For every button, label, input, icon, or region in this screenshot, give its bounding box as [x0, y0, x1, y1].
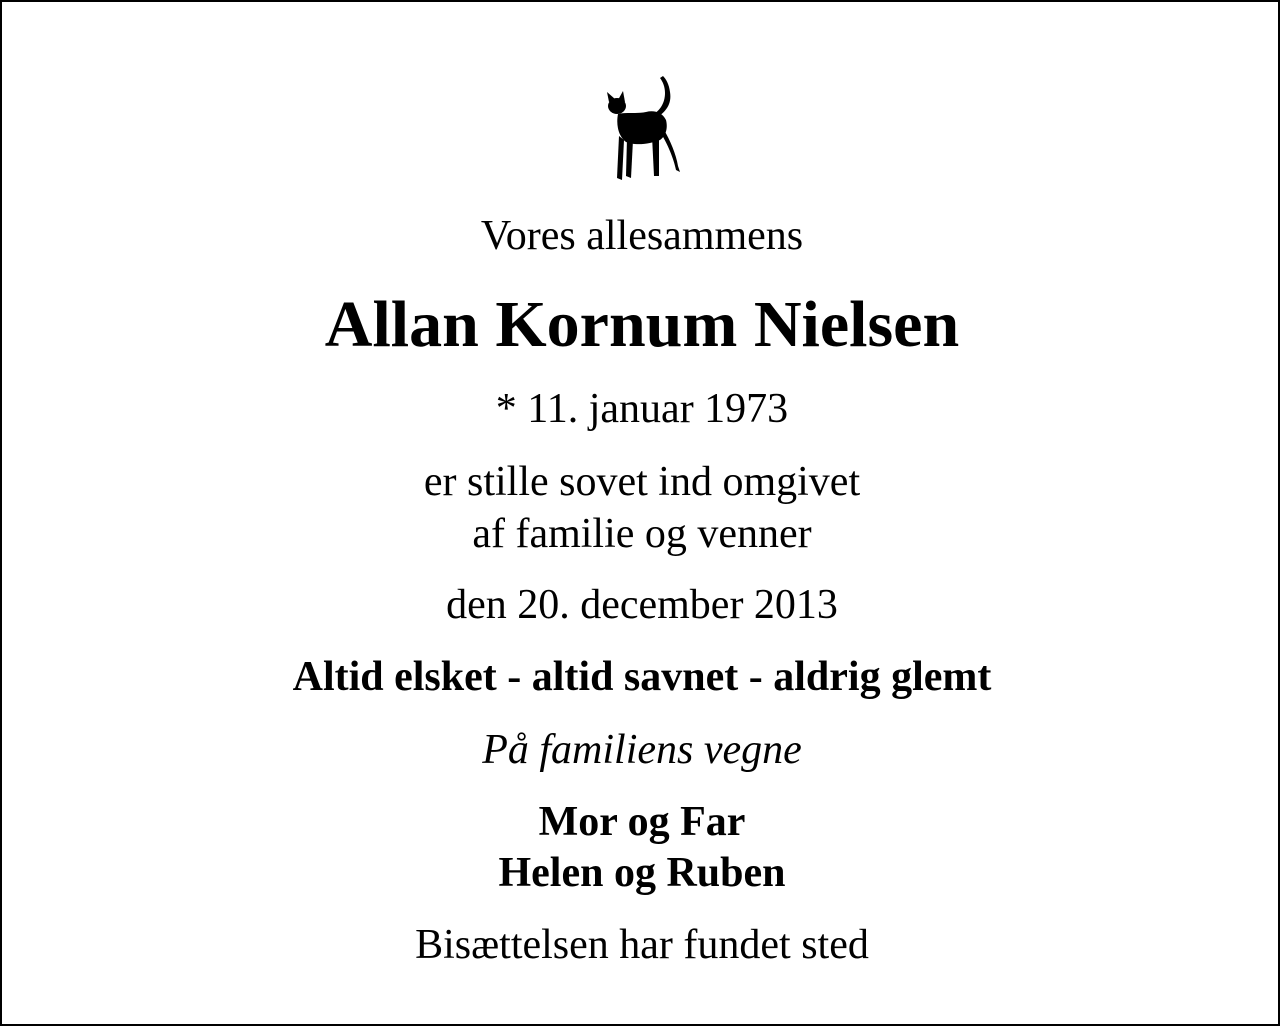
message-line-1: er stille sovet ind omgivet: [423, 459, 861, 505]
on-behalf-text: På familiens vegne: [482, 727, 802, 773]
birth-date: * 11. januar 1973: [495, 386, 789, 432]
deceased-name: Allan Kornum Nielsen: [324, 288, 960, 361]
death-date: den 20. december 2013: [446, 582, 838, 628]
message-line-2: af familie og venner: [472, 511, 812, 557]
intro-text: Vores allesammens: [480, 213, 804, 259]
funeral-note: Bisættelsen har fundet sted: [415, 922, 869, 968]
family-line-1: Mor og Far: [538, 799, 746, 845]
memorial-motto: Altid elsket - altid savnet - aldrig glemt: [292, 654, 992, 700]
family-line-2: Helen og Ruben: [498, 850, 786, 896]
cat-icon: [602, 74, 682, 184]
